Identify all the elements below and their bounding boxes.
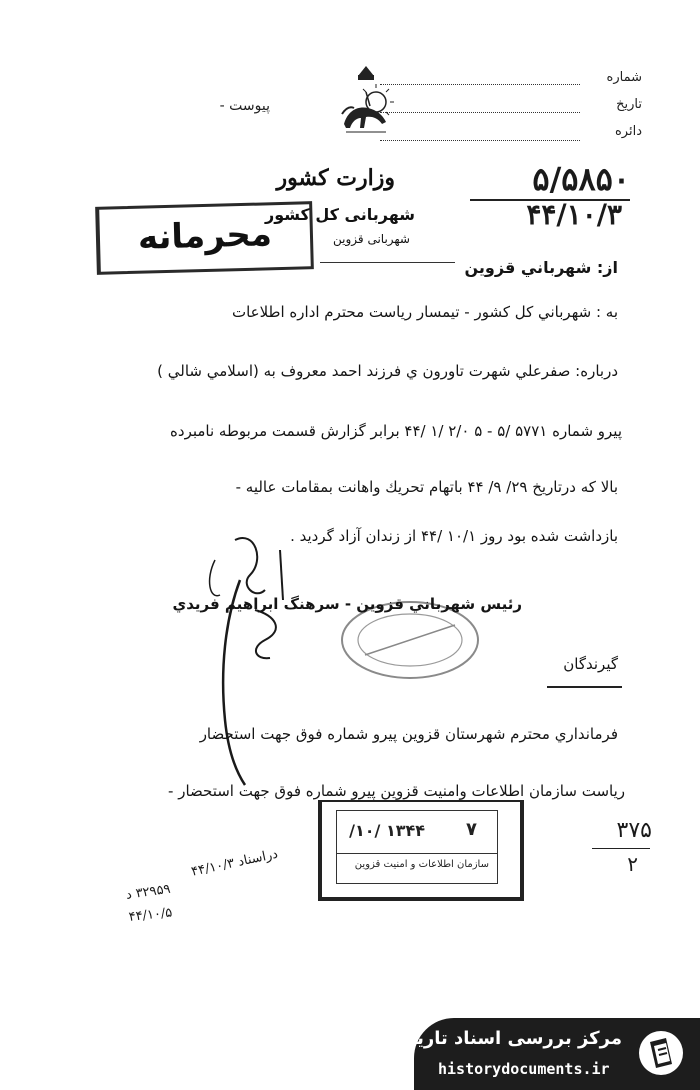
handwritten-letter-date: ۴۴/۱۰/۳: [526, 198, 622, 231]
recipient-1: فرمانداري محترم شهرستان قزوين پيرو شماره فوق جهت استحضار: [199, 725, 618, 743]
receipt-stamp-number: ٧: [466, 819, 477, 840]
subject-line: درباره: صفرعلي شهرت تاورون ي فرزند احمد معروف به (اسلامي شالي ): [157, 362, 618, 380]
handwritten-letter-number: ۵/۵۸۵۰: [532, 160, 630, 198]
date-field-line: [380, 112, 580, 113]
footer-banner: [385, 1018, 700, 1090]
to-line: به : شهرباني كل كشور - تيمسار رياست محترم اداره اطلاعات: [231, 303, 618, 321]
confidential-stamp: [95, 201, 314, 275]
receipt-stamp-inner: [336, 810, 498, 884]
margin-note-archived: دراسناد ۴۴/۱۰/۳: [190, 846, 280, 880]
margin-fraction-bottom: ۲: [627, 852, 638, 876]
body-line-3: بازداشت شده بود روز ١٠/١ /۴۴ از زندان آزاد گرديد .: [290, 527, 618, 545]
margin-note-date: ۴۴/۱۰/۵: [128, 905, 174, 925]
office-label: دائره: [614, 124, 642, 139]
number-field-line: [380, 84, 580, 85]
body-line-2: بالا که درتاريخ ٢٩/ ٩/ ۴۴ باتهام تحريك واهانت بمقامات عاليه -: [235, 478, 618, 496]
receipt-stamp-divider: [337, 853, 497, 854]
margin-note-reference: ۳۲۹۵۹ د: [125, 881, 172, 903]
ministry-name: وزارت کشور: [276, 165, 395, 191]
from-line: از: شهرباني قزوين: [464, 258, 618, 277]
recipients-underline: [547, 686, 622, 688]
department-line-2: شهربانی قزوین: [333, 232, 410, 246]
department-line-1: شهربانی کل کشور: [264, 205, 415, 224]
attachment-label: پیوست -: [219, 98, 270, 114]
signatory-line: رئيس شهرباني قزوين - سرهنگ ابراهيم فريدي: [172, 595, 522, 613]
recipient-2: رياست سازمان اطلاعات وامنيت قزوين پيرو شماره فوق جهت استحضار -: [168, 782, 625, 800]
office-field-line: [380, 140, 580, 141]
receipt-stamp-date: ١٣۴۴ /١٠/: [349, 821, 425, 840]
number-label: شماره: [606, 70, 642, 85]
confidential-stamp-text: محرمانه: [137, 214, 273, 258]
archive-logo-icon: [636, 1028, 686, 1078]
margin-fraction-line: [592, 848, 650, 849]
date-label: تاریخ: [616, 97, 642, 112]
margin-fraction-top: ۳۷۵: [616, 818, 652, 843]
footer-url[interactable]: historydocuments.ir: [438, 1060, 610, 1078]
header-underline: [320, 262, 455, 263]
footer-org-name: مرکز بررسی اسناد تاریخی: [385, 1028, 622, 1049]
receipt-stamp: [318, 800, 524, 901]
recipients-title: گيرندگان: [563, 655, 618, 673]
receipt-stamp-org: سازمان اطلاعات و امنیت قزوین: [354, 859, 489, 870]
handwritten-signature: [195, 520, 315, 790]
lion-and-sun-emblem-icon: [336, 62, 396, 142]
body-line-1: پيرو شماره ۵٧٧١ /۵ - ۵ ٢/٠ /١ /۴۴ برابر گزارش قسمت مربوطه نامبرده: [170, 422, 622, 440]
